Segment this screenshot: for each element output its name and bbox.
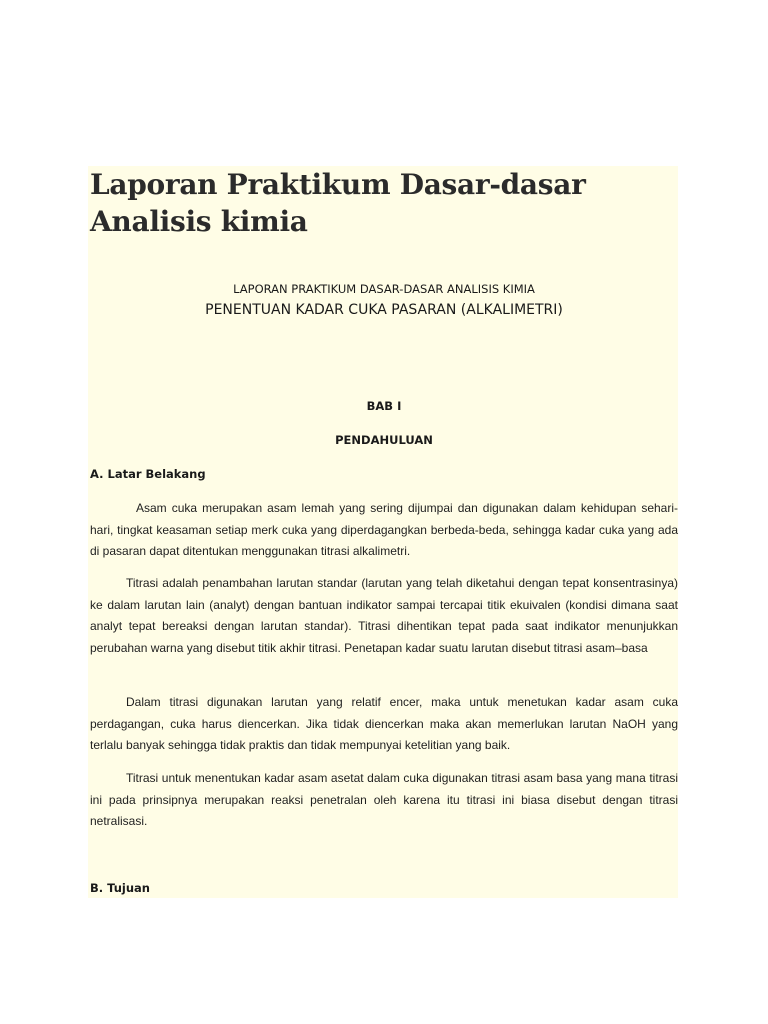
report-topic: PENENTUAN KADAR CUKA PASARAN (ALKALIMETRI): [205, 302, 563, 318]
paragraph-2: Titrasi adalah penambahan larutan standar (larutan yang telah diketahui dengan tepat konsentrasinya) ke dalam larutan lain (analyt) dengan bantuan indikator sampai tercapai titik ekuivalen (kondisi dimana saat analyt tepat bereaksi dengan larutan standar). Titrasi dihentikan tepat pada saat indikator menunjukkan perubahan warna yang disebut titik akhir titrasi. Penetapan kadar suatu larutan disebut titrasi asam–basa: [90, 576, 678, 655]
page-title: Laporan Praktikum Dasar-dasar Analisis kimia: [90, 168, 586, 238]
paragraph-1: Asam cuka merupakan asam lemah yang sering dijumpai dan digunakan dalam kehidupan sehari-hari, tingkat keasaman setiap merk cuka yang diperdagangkan berbeda-beda, sehingga kadar cuka yang ada di pasaran dapat ditentukan menggunakan titrasi alkalimetri.: [90, 501, 678, 559]
chapter-number: BAB I: [366, 399, 402, 413]
paragraph-3: Dalam titrasi digunakan larutan yang relatif encer, maka untuk menetukan kadar asam cuka perdagangan, cuka harus diencerkan. Jika tidak diencerkan maka akan memerlukan larutan NaOH yang terlalu banyak sehingga tidak praktis dan tidak mempunyai ketelitian yang baik.: [90, 695, 678, 753]
chapter-title: PENDAHULUAN: [335, 433, 433, 447]
paragraph-4: Titrasi untuk menentukan kadar asam asetat dalam cuka digunakan titrasi asam basa yang mana titrasi ini pada prinsipnya merupakan reaksi penetralan oleh karena itu titrasi ini biasa disebut dengan titrasi netralisasi.: [90, 771, 678, 829]
report-subtitle: LAPORAN PRAKTIKUM DASAR-DASAR ANALISIS KIMIA: [233, 282, 535, 296]
section-heading-a: A. Latar Belakang: [90, 467, 206, 481]
section-heading-b: B. Tujuan: [90, 881, 150, 895]
